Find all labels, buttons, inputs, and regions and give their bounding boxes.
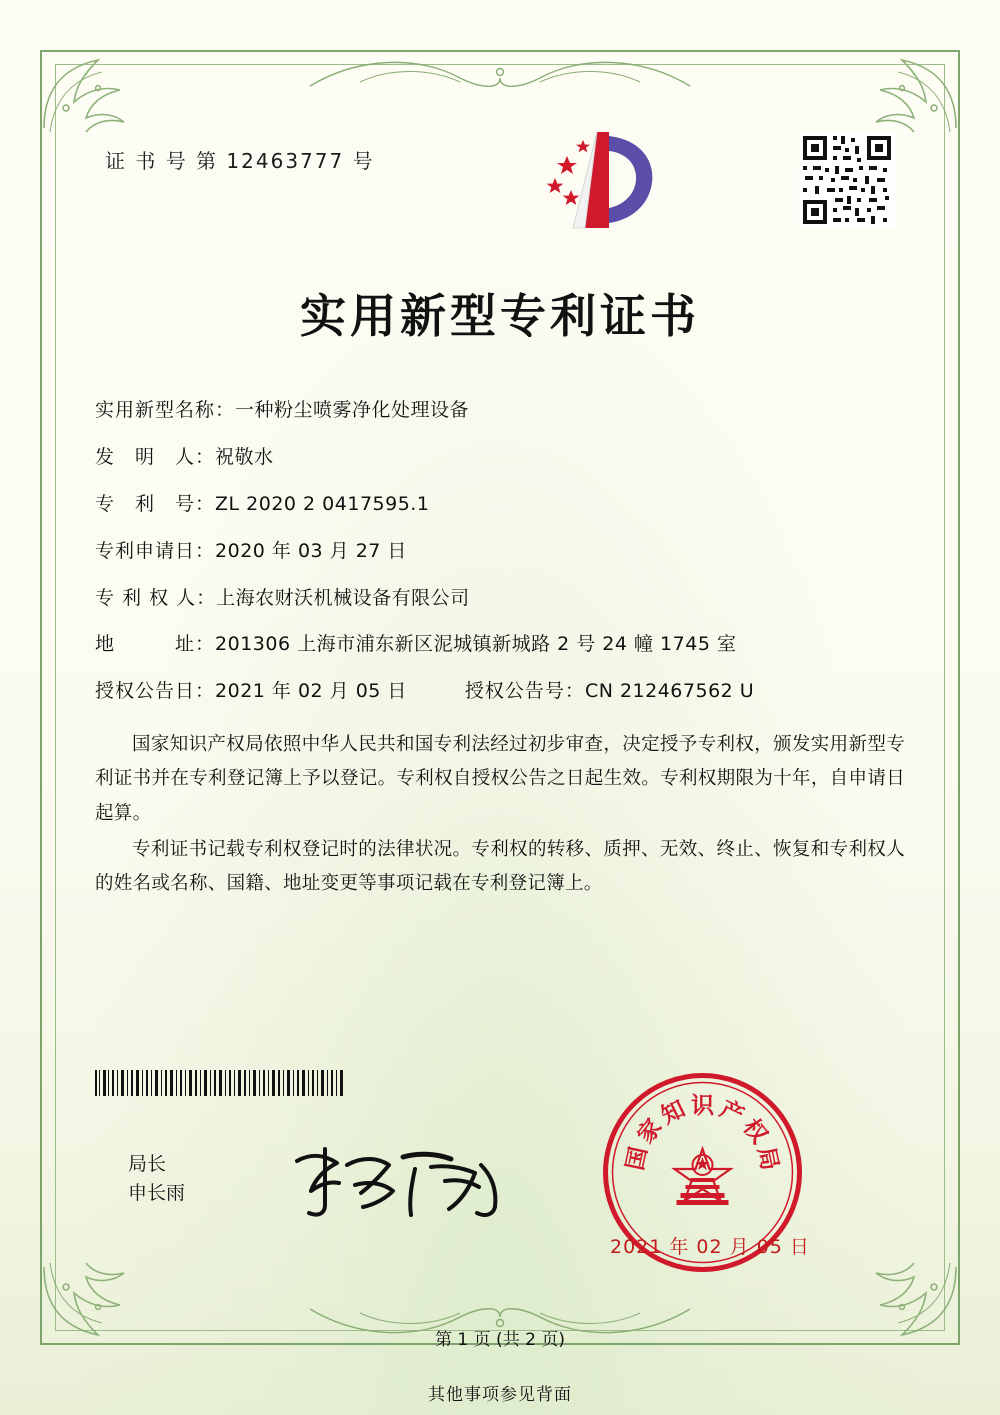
certificate-number: 证 书 号 第 12463777 号 [105, 149, 375, 173]
barcode [95, 1070, 345, 1096]
qr-code [799, 132, 895, 228]
field-value: 祝敬水 [215, 445, 274, 468]
field-value: 一种粉尘喷雾净化处理设备 [235, 399, 470, 421]
field-value: 上海农财沃机械设备有限公司 [216, 586, 470, 609]
svg-text:局: 局 [752, 1144, 783, 1173]
grant-no-label: 授权公告号： [464, 680, 585, 703]
field-row [95, 447, 905, 468]
svg-text:家: 家 [632, 1114, 668, 1149]
field-value: 2020 年 03 月 27 日 [215, 539, 407, 562]
director-block [128, 1150, 185, 1209]
legal-text [95, 728, 905, 901]
svg-text:知: 知 [657, 1096, 690, 1130]
field-row [95, 588, 905, 609]
field-label: 专利申请日： [95, 539, 216, 562]
page-number: 第 1 页 (共 2 页) [435, 1330, 565, 1350]
patent-emblem-icon [525, 120, 675, 240]
field-row [95, 634, 905, 655]
grant-date-value: 2021 年 02 月 05 日 [215, 680, 407, 703]
field-row [95, 494, 905, 515]
field-value: 201306 上海市浦东新区泥城镇新城路 2 号 24 幢 1745 室 [215, 633, 737, 656]
field-label: 实用新型名称： [95, 399, 236, 421]
svg-text:权: 权 [737, 1114, 773, 1149]
legal-paragraph: 国家知识产权局依照中华人民共和国专利法经过初步审查，决定授予专利权，颁发实用新型专利证书并在专利登记簿上予以登记。专利权自授权公告之日起生效。专利权期限为十年，自申请日起算。 [95, 734, 905, 824]
footnote: 其他事项参见背面 [428, 1385, 572, 1405]
director-name: 申长雨 [128, 1182, 186, 1205]
field-row [95, 400, 905, 421]
grant-no-value: CN 212467562 U [584, 680, 755, 703]
field-list [95, 400, 905, 702]
legal-paragraph: 专利证书记载专利权登记时的法律状况。专利权的转移、质押、无效、终止、恢复和专利权人的姓名或名称、国籍、地址变更等事项记载在专利登记簿上。 [95, 838, 905, 895]
field-label: 发 明 人： [95, 445, 216, 468]
signature-icon [285, 1135, 515, 1225]
field-label: 专 利 号： [95, 492, 216, 515]
page-title: 实用新型专利证书 [300, 289, 700, 343]
top-edge-ornament-icon [300, 52, 700, 98]
svg-text:产: 产 [715, 1096, 748, 1130]
grant-date-label: 授权公告日： [95, 680, 216, 703]
director-label: 局长 [128, 1153, 167, 1175]
field-row [95, 541, 905, 562]
certificate-content [95, 120, 905, 903]
field-label: 地 址： [95, 633, 216, 656]
grant-row [95, 681, 905, 702]
seal-date: 2021 年 02 月 05 日 [610, 1236, 810, 1258]
svg-text:国: 国 [622, 1144, 653, 1173]
svg-text:识: 识 [691, 1093, 714, 1119]
field-label: 专 利 权 人： [95, 586, 217, 609]
field-value: ZL 2020 2 0417595.1 [215, 492, 430, 515]
